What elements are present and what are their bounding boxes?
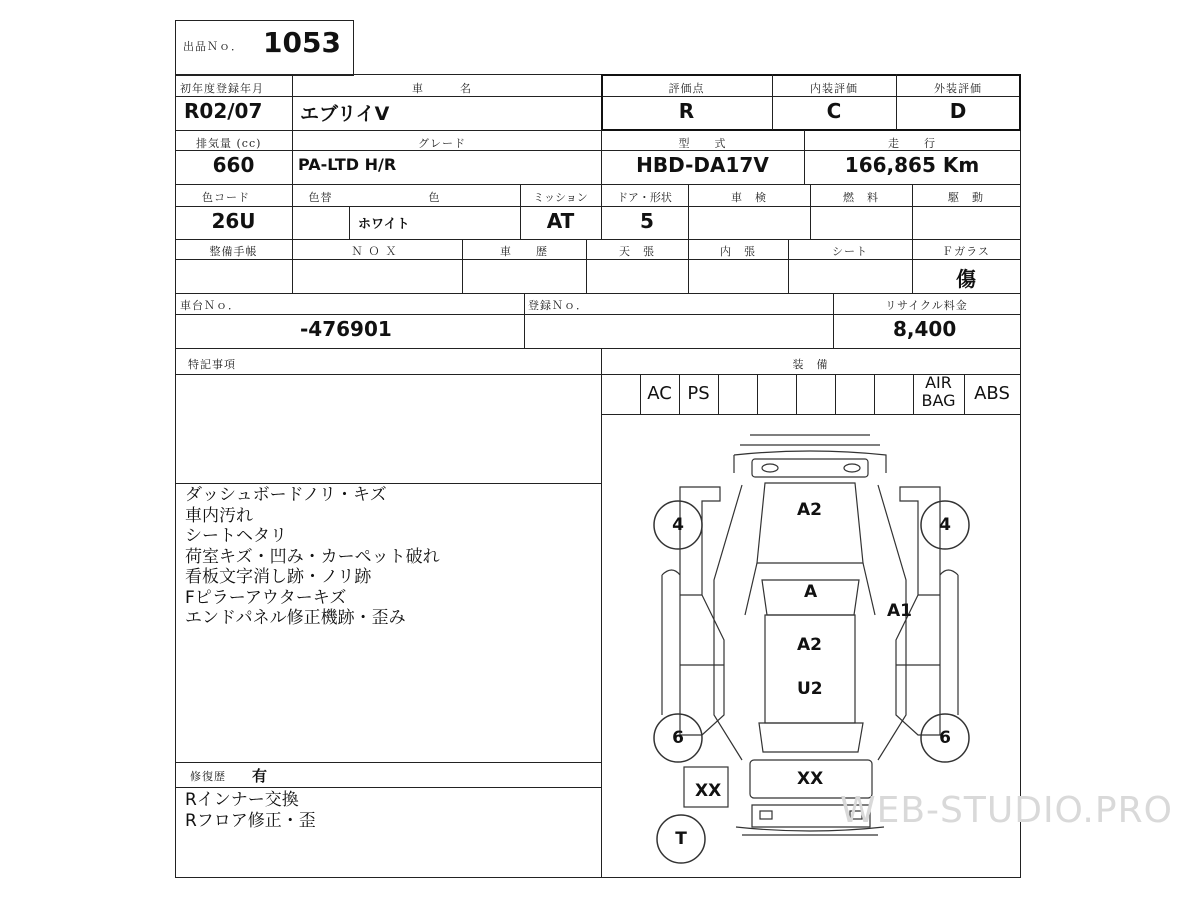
nox-label: ＮＯＸ: [351, 245, 403, 258]
displacement: 660: [212, 153, 255, 177]
chassis-label: 車台Ｎｏ．: [180, 299, 240, 312]
lot-number: 1053: [263, 26, 341, 59]
transmission: AT: [546, 209, 575, 233]
overall-score: R: [678, 99, 695, 123]
car-name: エブリイV: [300, 103, 390, 125]
equip-ac: AC: [647, 383, 672, 404]
grade-label: グレード: [418, 137, 466, 150]
note-line: ダッシュボードノリ・キズ: [185, 485, 387, 505]
recycle-label: リサイクル料金: [885, 299, 968, 312]
note-line: エンドパネル修正機跡・歪み: [185, 608, 406, 628]
inspection-label: 車 検: [731, 191, 767, 204]
damage-roof-mid: A2: [797, 635, 822, 655]
damage-rear-bumper: XX: [797, 769, 824, 789]
recycle-fee: 8,400: [893, 317, 957, 341]
front-glass: 傷: [956, 267, 976, 291]
color-code: 26U: [211, 209, 256, 233]
repair-label: 修復歴: [190, 770, 226, 783]
repair-line: Rフロア修正・歪: [185, 810, 316, 831]
color-label: 色: [428, 191, 441, 204]
lot-label: 出品Ｎｏ．: [183, 40, 243, 53]
watermark: WEB-STUDIO.PRO: [840, 790, 1173, 831]
tire-front-left: 4: [672, 515, 684, 535]
color-code-label: 色コード: [202, 191, 250, 204]
interior-lining-label: 内 張: [720, 245, 756, 258]
name-label: 車 名: [412, 82, 472, 95]
drive-label: 駆 動: [948, 191, 984, 204]
damage-hood: A2: [797, 500, 822, 520]
repair-history: 有: [252, 767, 268, 785]
notes-list: [185, 485, 440, 629]
interior-grade: C: [826, 99, 842, 123]
grade: PA-LTD H/R: [298, 155, 397, 174]
damage-roof-rear: U2: [797, 679, 823, 699]
chassis-number: -476901: [300, 317, 392, 341]
cc-label: 排気量 (cc): [196, 137, 262, 150]
equip-abs: ABS: [974, 383, 1010, 404]
fglass-label: Ｆガラス: [942, 245, 990, 258]
model-label: 型 式: [678, 137, 727, 150]
repair-list: [185, 790, 316, 831]
mileage-label: 走 行: [888, 137, 936, 150]
tire-rear-right: 6: [939, 728, 951, 748]
damage-roof-front: A: [804, 582, 818, 602]
repair-line: Rインナー交換: [185, 790, 299, 810]
damage-rear-left: XX: [695, 781, 722, 801]
damage-right-side: A1: [887, 601, 912, 621]
history-label: 車 歴: [500, 245, 548, 258]
model-code: HBD-DA17V: [636, 153, 769, 177]
year-label: 初年度登録年月: [180, 82, 264, 95]
notes-label: 特記事項: [188, 358, 236, 371]
tire-rear-left: 6: [672, 728, 684, 748]
note-line: 看板文字消し跡・ノリ跡: [185, 567, 372, 587]
mission-label: ミッション: [533, 191, 588, 204]
equip-ps: PS: [687, 383, 710, 404]
spare-tire: T: [675, 829, 687, 849]
interior-label: 内装評価: [810, 82, 858, 95]
color: ホワイト: [358, 217, 410, 232]
fuel-label: 燃 料: [843, 191, 879, 204]
note-line: 荷室キズ・凹み・カーペット破れ: [185, 546, 440, 567]
score-label: 評価点: [668, 82, 705, 95]
note-line: 車内汚れ: [185, 505, 253, 526]
doors-label: ドア・形状: [617, 191, 672, 204]
seat-label: シート: [832, 245, 868, 258]
first-registration: R02/07: [184, 99, 263, 123]
roof-lining-label: 天 張: [619, 245, 655, 258]
exterior-grade: D: [949, 99, 967, 123]
note-line: Fピラーアウターキズ: [185, 587, 347, 608]
doors: 5: [640, 209, 654, 233]
equip-airbag: AIR BAG: [921, 373, 956, 410]
note-line: シートヘタリ: [185, 526, 287, 546]
tire-front-right: 4: [939, 515, 951, 535]
equipment-label: 装 備: [792, 358, 829, 371]
registration-label: 登録Ｎｏ．: [528, 299, 588, 312]
record-label: 整備手帳: [209, 245, 258, 258]
mileage: 166,865 Km: [844, 153, 980, 177]
repaint-label: 色替: [308, 191, 333, 204]
exterior-label: 外装評価: [934, 82, 982, 95]
